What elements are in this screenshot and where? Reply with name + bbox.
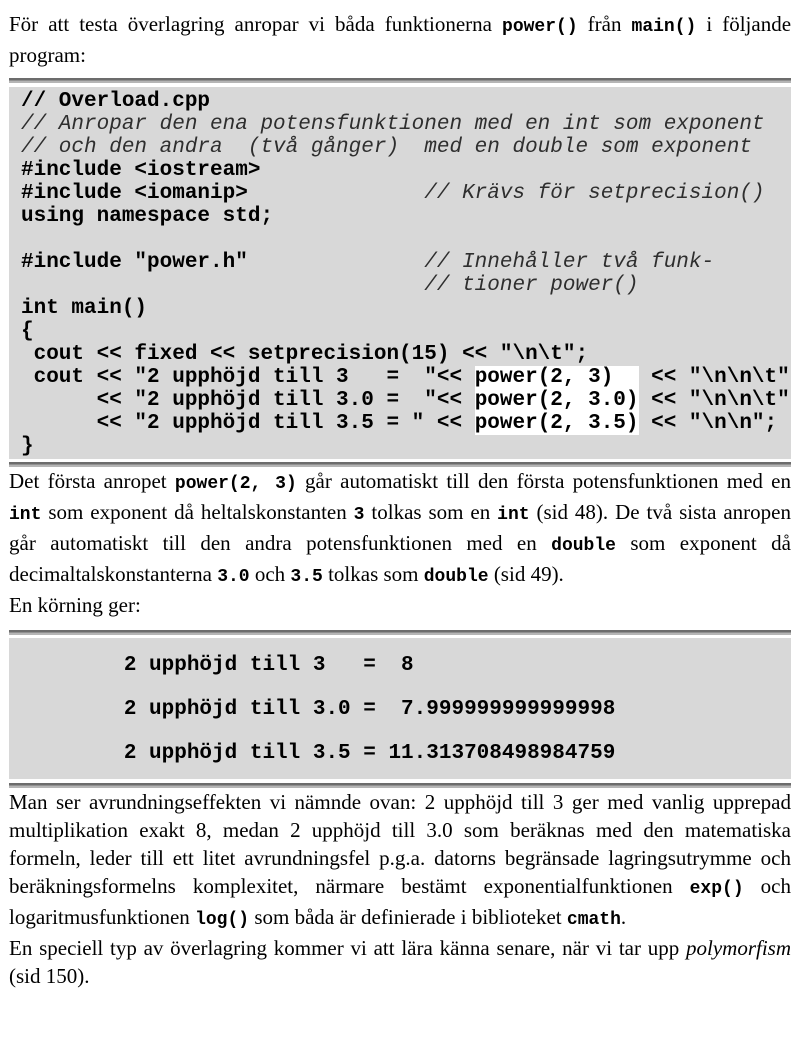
segment-text: (sid 49).: [488, 562, 564, 586]
segment-text: }: [21, 435, 34, 458]
segment-inline-code: power(2, 3): [174, 474, 297, 494]
segment-text: Det första anropet: [9, 469, 175, 493]
code-line: [21, 366, 791, 389]
segment-inline-code: main(): [631, 17, 697, 37]
segment-inline-code: 3.0: [217, 567, 250, 587]
segment-text: using namespace std;: [21, 205, 274, 228]
code-line: [21, 90, 791, 113]
segment-text: << "\n\n";: [638, 412, 778, 435]
code-line: [21, 182, 791, 205]
segment-text: går automatiskt till den första potensfunktionen med en: [296, 469, 791, 493]
segment-text: #include <iostream>: [21, 159, 261, 182]
code-listing: [9, 87, 791, 459]
code-line: [21, 435, 791, 458]
segment-inline-code: double: [423, 567, 489, 587]
segment-inline-code: int: [497, 505, 530, 525]
segment-italic: polymorfism: [686, 936, 791, 960]
segment-text: [21, 274, 424, 297]
segment-comment: // och den andra (två gånger) med en double som exponent: [21, 136, 752, 159]
code-line: [21, 136, 791, 159]
segment-text: tolkas som en: [364, 500, 498, 524]
closing-paragraph: [9, 934, 791, 990]
segment-text: .: [620, 905, 627, 929]
segment-text: << "2 upphöjd till 3.5 = " <<: [21, 412, 475, 435]
code-line: [21, 389, 791, 412]
rule-above-code: [9, 78, 791, 83]
code-line: [21, 343, 791, 366]
segment-inline-code: cmath: [566, 910, 621, 930]
segment-highlight: power(2, 3.0): [474, 389, 639, 412]
program-output: [9, 638, 791, 779]
segment-comment: // tioner power(): [424, 274, 639, 297]
segment-text: cout << fixed << setprecision(15) << "\n\t";: [21, 343, 589, 366]
code-line: [21, 274, 791, 297]
segment-text: i följande program:: [9, 12, 792, 67]
rule-above-output: [9, 630, 791, 635]
segment-comment: // Krävs för setprecision(): [424, 182, 765, 205]
segment-inline-code: double: [551, 536, 616, 556]
segment-text: << "\n\n\t": [638, 389, 790, 412]
segment-text: << "2 upphöjd till 3.0 = "<<: [21, 389, 475, 412]
code-line-blank: [21, 228, 791, 251]
segment-text: cout << "2 upphöjd till 3 = "<<: [21, 366, 475, 389]
explanation-paragraph-1: [9, 467, 791, 591]
segment-text: från: [577, 12, 632, 36]
segment-text: #include "power.h": [21, 251, 425, 274]
segment-inline-code: 3: [353, 505, 365, 525]
segment-comment: // Anropar den ena potensfunktionen med en int som exponent: [21, 113, 765, 136]
segment-inline-code: int: [9, 505, 42, 525]
explanation-paragraph-2: [9, 788, 791, 934]
segment-text: (sid 150).: [9, 964, 90, 988]
segment-text: som exponent då heltalskonstanten: [41, 500, 354, 524]
segment-text: (sid 48). De två sista anropen går automatiskt till den andra potensfunktionen med en: [9, 500, 791, 555]
segment-highlight: power(2, 3.5): [474, 412, 639, 435]
code-line: [21, 297, 791, 320]
segment-text: {: [21, 320, 34, 343]
code-line: [21, 205, 791, 228]
segment-text: << "\n\n\t": [638, 366, 790, 389]
code-line: [21, 251, 791, 274]
intro-paragraph: [9, 10, 791, 69]
segment-text: En speciell typ av överlagring kommer vi att lära känna senare, när vi tar upp: [9, 936, 686, 960]
segment-inline-code: 3.5: [290, 567, 323, 587]
code-line: [21, 412, 791, 435]
segment-text: och logaritmusfunktionen: [9, 874, 792, 929]
segment-text: int main(): [21, 297, 148, 320]
run-caption: En körning ger:: [9, 593, 141, 617]
segment-text: Man ser avrundningseffekten vi nämnde ovan: 2 upphöjd till 3 ger med vanlig upprepad multiplikation exakt 8, medan 2 upphöjd till 3.0 som beräknas med den matematiska formeln, leder till ett litet avrundningsfel p.g.a. datorns begränsade lagringsutrymme och beräkningsformelns komplexitet, närmare bestämt exponentialfunktionen: [9, 790, 791, 898]
segment-highlight: power(2, 3): [474, 366, 639, 389]
segment-text: #include <iomanip>: [21, 182, 425, 205]
segment-text: tolkas som: [322, 562, 424, 586]
segment-text: som båda är definierade i biblioteket: [249, 905, 567, 929]
segment-inline-code: power(): [502, 17, 578, 37]
output-line: 2 upphöjd till 3 = 8: [23, 654, 414, 677]
code-line: [21, 113, 791, 136]
segment-inline-code: log(): [195, 910, 250, 930]
segment-text: // Overload.cpp: [21, 90, 211, 113]
segment-text: För att testa överlagring anropar vi båda funktionerna: [9, 12, 503, 36]
segment-text: och: [249, 562, 291, 586]
code-line: [21, 159, 791, 182]
output-line: 2 upphöjd till 3.5 = 11.313708498984759: [23, 742, 616, 765]
code-line: [21, 320, 791, 343]
output-line: 2 upphöjd till 3.0 = 7.999999999999998: [23, 698, 616, 721]
segment-comment: // Innehåller två funk-: [424, 251, 715, 274]
segment-text: som exponent då decimaltalskonstanterna: [9, 531, 791, 586]
segment-inline-code: exp(): [689, 879, 744, 899]
